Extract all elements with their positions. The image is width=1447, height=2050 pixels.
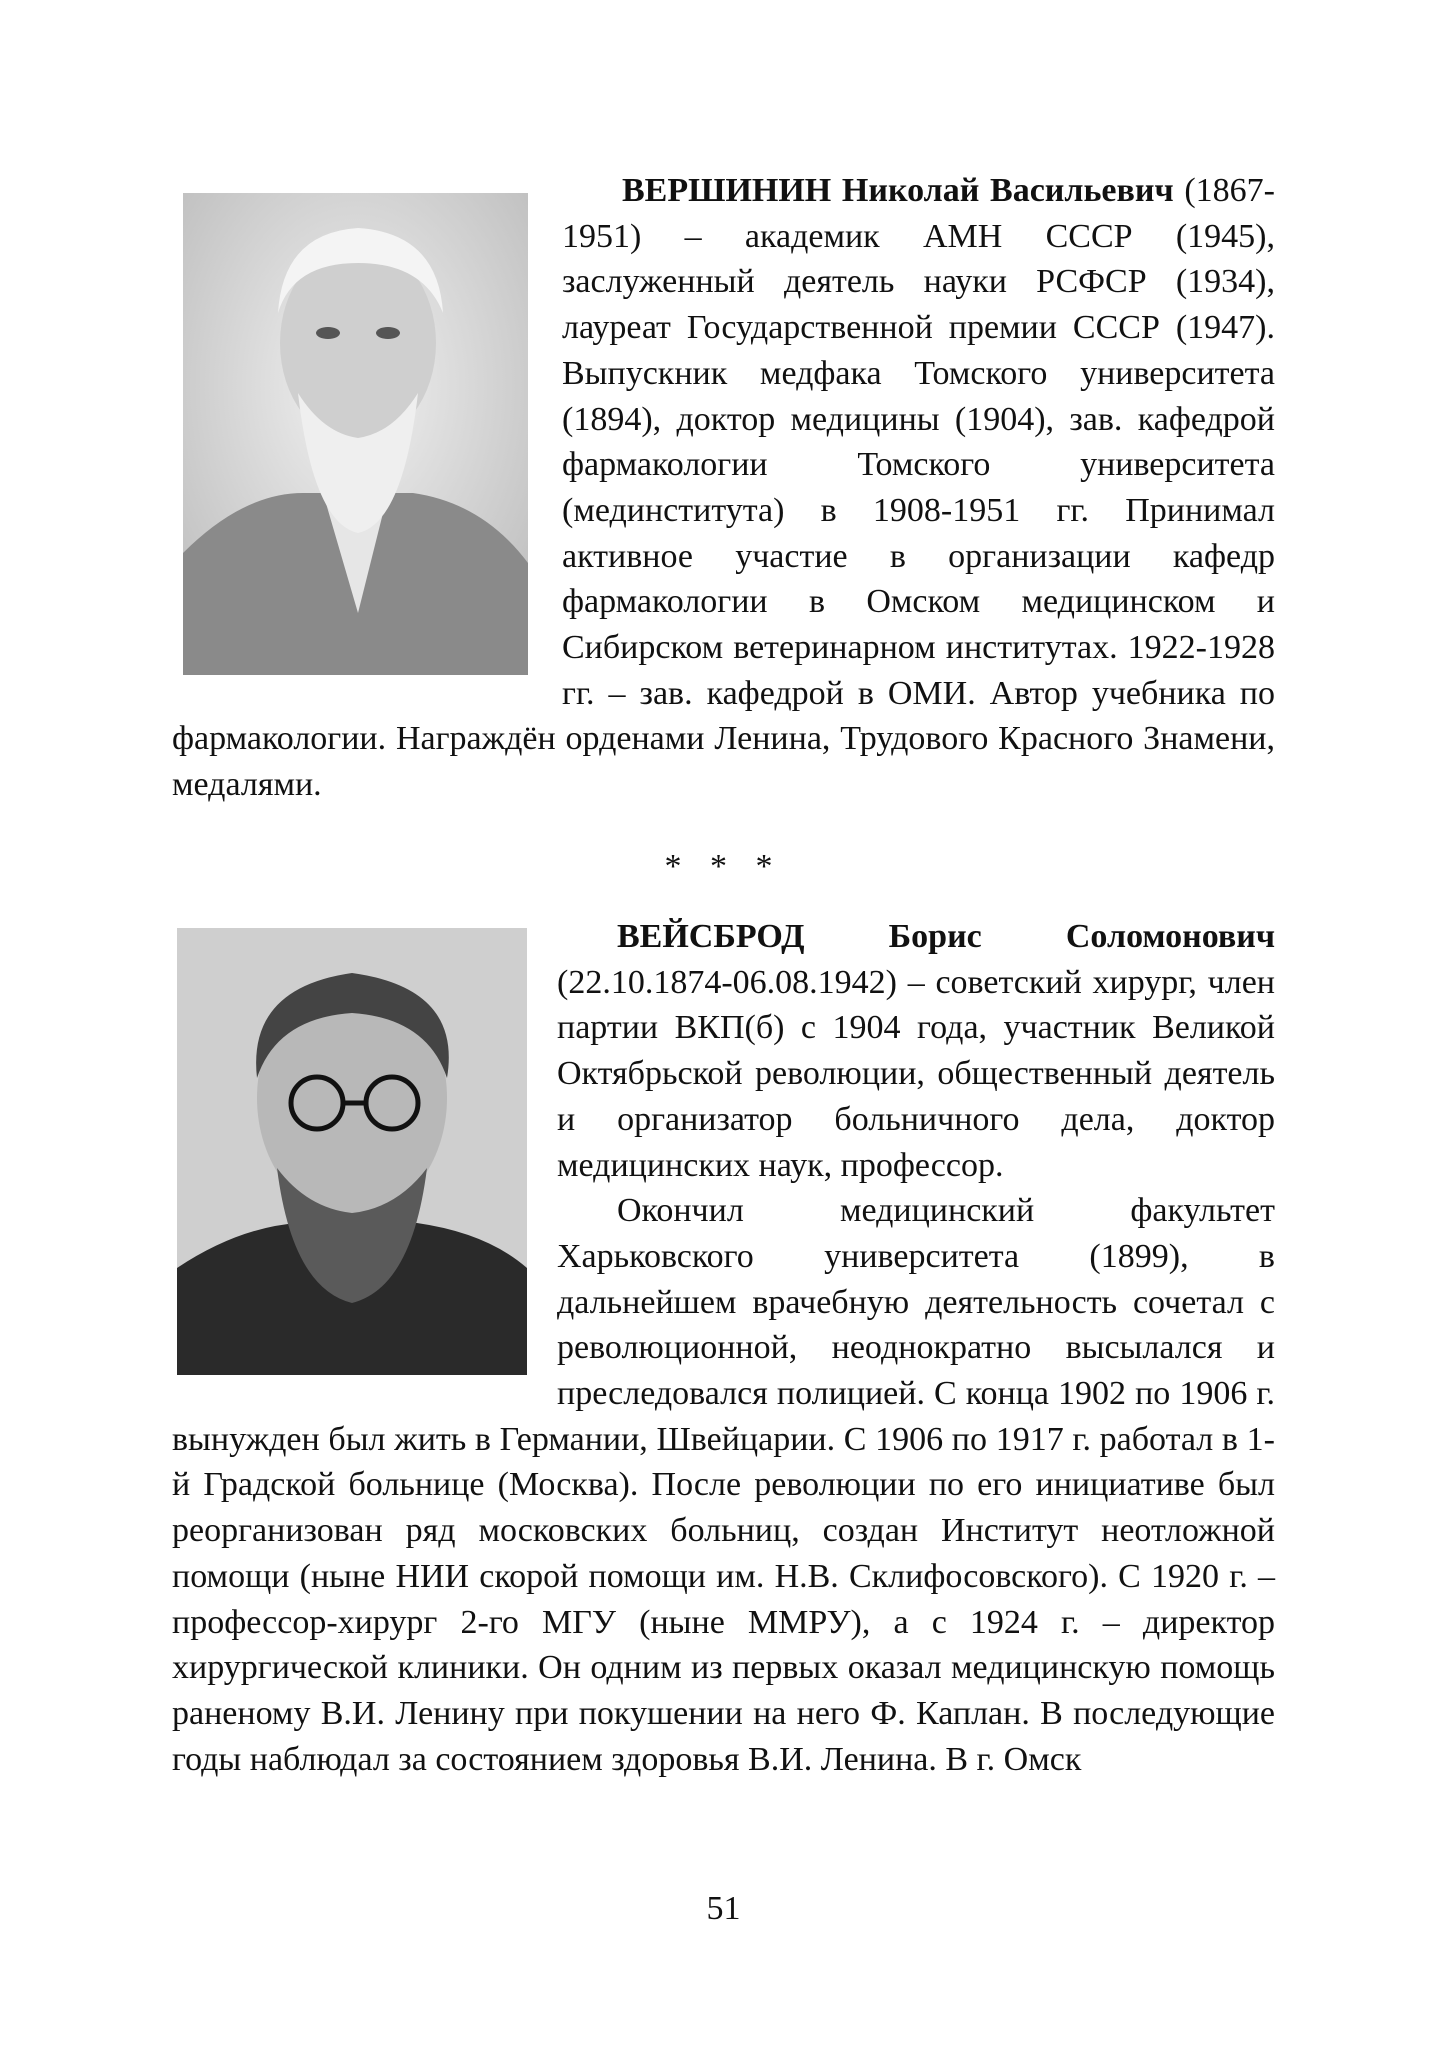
entry-text: (1867-1951) – академик АМН СССР (1945), заслуженный деятель науки РСФСР (1934), лауреат Государственной премии СССР (1947). Выпускник медфака Томского университета (1894), доктор медицины (1904), зав. кафедрой фармакологии Томского университета (мединститута) в 1908-1951 гг. Принимал активное участие в организации кафедр фармакологии в Омском медицинском и Сибирском ветеринарном институтах. 1922-1928 гг. – зав. кафедрой в ОМИ. Автор учебника по фармакологии. Награждён орденами Ленина, Трудового Красного Знамени, медалями. [172,172,1275,804]
section-separator: * * * [664,848,783,885]
entry-name: ВЕРШИНИН Николай Васильевич [622,172,1185,209]
page-number: 51 [706,1890,741,1927]
biography-entry-1 [172,168,1275,808]
entry-text: (22.10.1874-06.08.1942) – советский хирург, член партии ВКП(б) с 1904 года, участник Великой Октябрьской революции, общественный деятель и организатор больничного дела, доктор медицинских наук, профессор. [557,963,1275,1184]
entry-name: ВЕЙСБРОД Борис Соломонович [617,918,1275,955]
entry-text-paragraph-2: Окончил медицинский факультет Харьковского университета (1899), в дальнейшем врачебную деятельность сочетал с революционной, неоднократно высылался и преследовался полицией. С конца 1902 по 1906 г. вынужден был жить в Германии, Швейцарии. С 1906 по 1917 г. работал в 1-й Градской больнице (Москва). После революции по его инициативе был реорганизован ряд московских больниц, создан Институт неотложной помощи (ныне НИИ скорой помощи им. Н.В. Склифосовского). С 1920 г. – профессор-хирург 2-го МГУ (ныне ММРУ), а с 1924 г. – директор хирургической клиники. Он одним из первых оказал медицинскую помощь раненому В.И. Ленину при покушении на него Ф. Каплан. В последующие годы наблюдал за состоянием здоровья В.И. Ленина. В г. Омск [172,1192,1275,1778]
biography-entry-2 [172,914,1275,1782]
